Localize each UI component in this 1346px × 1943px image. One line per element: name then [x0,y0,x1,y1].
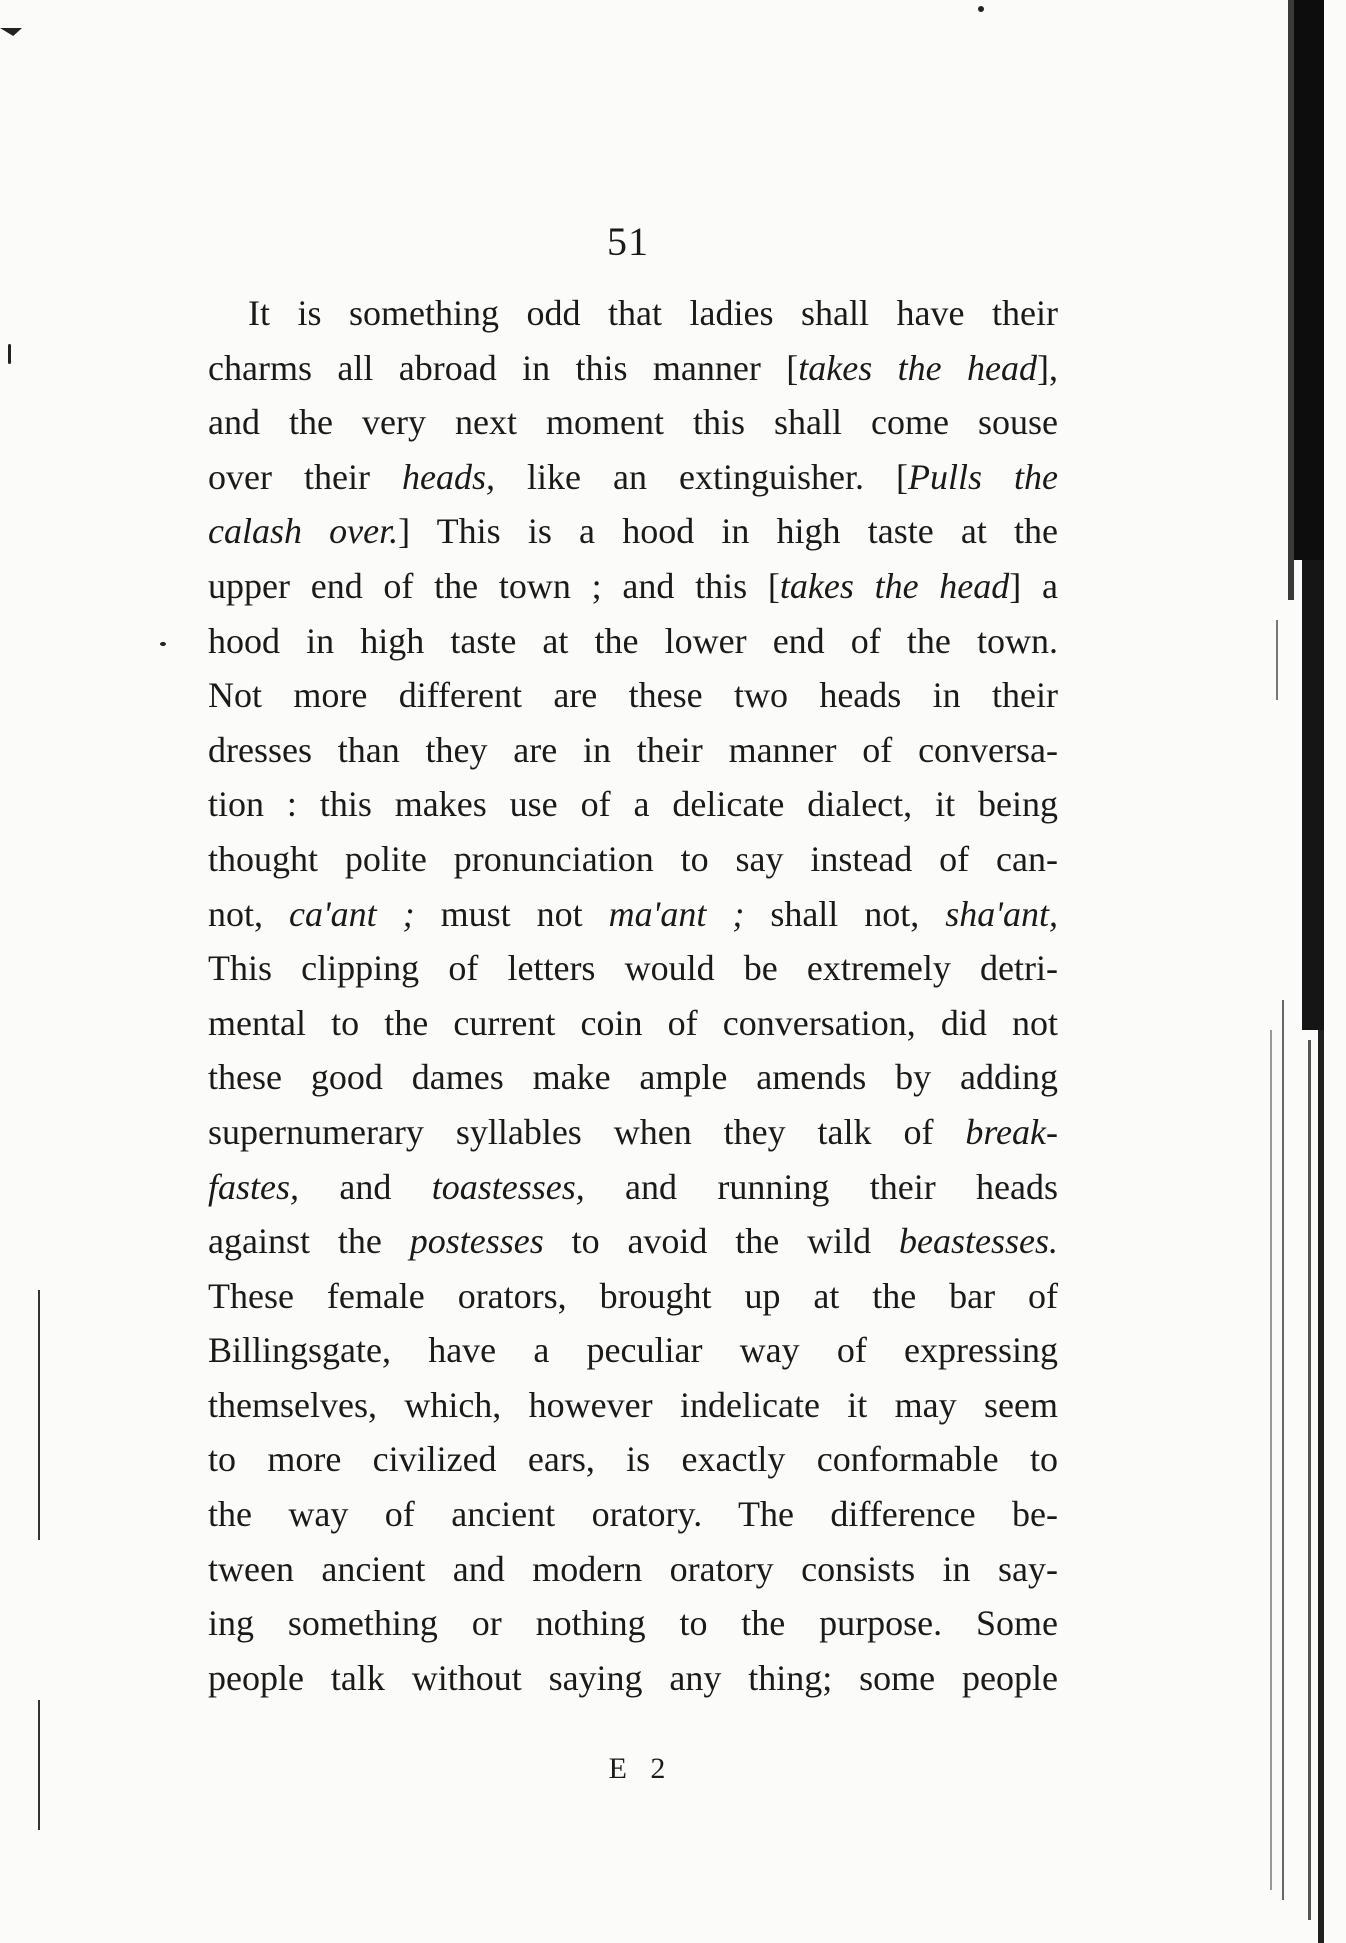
corner-mark [0,28,22,36]
text-segment: ], [1036,347,1058,388]
text-segment: This clipping of letters would be extremely detri- [208,948,1058,989]
page-number: 51 [607,219,649,264]
text-segment: over their [208,456,402,497]
text-line [208,1050,1058,1105]
text-line [208,996,1058,1051]
body-text [208,286,1058,1705]
text-segment: like an extinguisher. [ [494,456,908,497]
text-segment: It is something odd that ladies shall have their [248,293,1058,333]
text-segment: These female orators, brought up at the bar of [208,1275,1058,1316]
text-segment: ing something or nothing to the purpose. Some [208,1603,1058,1644]
text-line [208,450,1058,505]
text-segment: thought polite pronunciation to say instead of can- [208,838,1058,879]
text-segment: ] This is a hood in high taste at the [398,511,1059,552]
text-segment: supernumerary syllables when they talk of [208,1111,966,1152]
text-line [208,504,1058,559]
text-segment: these good dames make ample amends by adding [208,1057,1058,1098]
text-segment: and [299,1166,432,1207]
text-line [208,887,1058,942]
text-line [208,1487,1058,1542]
text-line [208,1432,1058,1487]
italic-text: sha'ant, [945,893,1059,934]
italic-text: fastes, [208,1166,300,1207]
text-segment: the way of ancient oratory. The difference be- [208,1494,1058,1535]
text-line [208,941,1058,996]
italic-text: toastesses, [431,1166,585,1207]
italic-text: ca'ant ; [289,893,415,934]
text-segment: tween ancient and modern oratory consists in say- [208,1548,1058,1589]
text-line [208,341,1058,396]
italic-text: ma'ant ; [608,893,745,934]
text-segment: to avoid the wild [543,1221,900,1262]
text-segment: ] a [1009,565,1058,606]
italic-text: postesses [409,1221,544,1262]
left-margin-mark-2 [38,1700,40,1830]
text-segment: Not more different are these two heads in their [208,675,1058,716]
text-line [208,1378,1058,1433]
text-segment: and the very next moment this shall come souse [208,402,1058,443]
italic-text: takes the head [779,565,1010,606]
text-line [208,1105,1058,1160]
text-segment: mental to the current coin of conversation, did not [208,1002,1058,1043]
text-line [208,668,1058,723]
text-segment: themselves, which, however indelicate it may seem [208,1384,1058,1425]
text-line [208,832,1058,887]
text-segment: tion : this makes use of a delicate dialect, it being [208,784,1058,825]
text-segment: people talk without saying any thing; some people [208,1657,1058,1698]
italic-text: takes the head [798,347,1037,388]
text-segment: hood in high taste at the lower end of the town. [208,620,1058,661]
text-line [208,1269,1058,1324]
text-line [208,1542,1058,1597]
text-segment: not, [208,893,289,934]
text-line [208,614,1058,669]
text-line [208,723,1058,778]
text-line [208,777,1058,832]
speck [160,642,166,646]
signature-mark: E 2 [608,1752,674,1785]
italic-text: Pulls the [908,456,1059,497]
text-segment: and running their heads [584,1166,1059,1207]
text-line [208,286,1058,341]
text-segment: shall not, [744,893,946,934]
text-line [208,1651,1058,1706]
text-line [208,1596,1058,1651]
text-line [208,1323,1058,1378]
binding-shadow [1226,0,1346,1943]
text-segment: upper end of the town ; and this [ [208,565,780,606]
italic-text: beastesses. [899,1221,1059,1262]
text-segment: must not [414,893,609,934]
speck [978,6,984,12]
text-line [208,559,1058,614]
text-segment: dresses than they are in their manner of conversa- [208,729,1058,770]
left-margin-mark [38,1290,40,1540]
text-segment: to more civilized ears, is exactly conformable to [208,1439,1058,1480]
text-line [208,395,1058,450]
speck [8,344,11,364]
text-segment: Billingsgate, have a peculiar way of expressing [208,1330,1058,1371]
text-line [208,1214,1058,1269]
text-segment: against the [208,1221,410,1262]
text-segment: charms all abroad in this manner [ [208,347,799,388]
italic-text: calash over. [208,511,399,552]
italic-text: heads, [401,456,495,497]
text-line [208,1160,1058,1215]
italic-text: break- [965,1111,1058,1152]
